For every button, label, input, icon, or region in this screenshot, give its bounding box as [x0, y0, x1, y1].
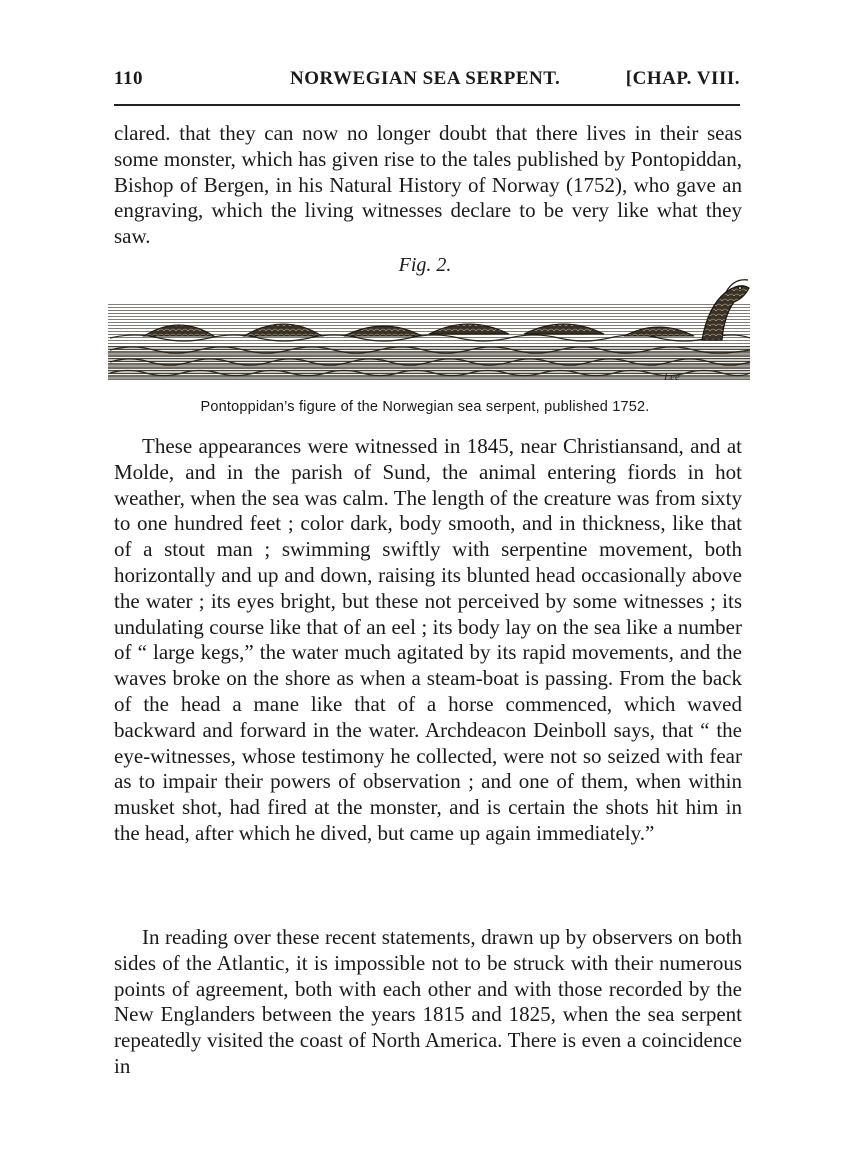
page-number: 110 [114, 68, 143, 89]
paragraph: In reading over these recent statements, drawn up by observers on both sides of the Atlantic, it is impossible not to be struck with their numerous points of agreement, both with each other and with those recorded by the New Englanders between the years 1815 and 1825, when the sea serpent repeatedly visited the coast of North America. There is even a coincidence in [114, 925, 742, 1078]
engraver-mark: Lee [664, 371, 680, 383]
chapter-label: [CHAP. VIII. [625, 68, 740, 89]
header-rule [114, 104, 740, 106]
figure-label: Fig. 2. [398, 254, 452, 276]
paragraph-continued: clared. that they can now no longer doubt that there lives in their seas some monster, which has given rise to the tales published by Pontopiddan, Bishop of Bergen, in his Natural History of Norway (1752), who gave an engraving, which the living witnesses declare to be very like what they saw. [114, 121, 742, 249]
running-title: NORWEGIAN SEA SERPENT. [290, 68, 561, 89]
sea-serpent-engraving [104, 276, 754, 388]
figure-caption: Pontoppidan’s figure of the Norwegian sea serpent, published 1752. [200, 399, 650, 415]
running-head [114, 68, 740, 94]
paragraph: These appearances were witnessed in 1845, near Christiansand, and at Molde, and in the parish of Sund, the animal entering fiords in hot weather, when the sea was calm. The length of the creature was from sixty to one hundred feet ; color dark, body smooth, and in thickness, like that of a stout man ; swimming swiftly with serpentine movement, both horizontally and up and down, raising its blunted head occasionally above the water ; its eyes bright, but these not perceived by some witnesses ; its undulating course like that of an eel ; its body lay on the sea like a number of “ large kegs,” the water much agitated by its rapid movements, and the waves broke on the shore as when a steam-boat is passing. From the back of the head a mane like that of a horse commenced, which waved backward and forward in the water. Archdeacon Deinboll says, that “ the eye-witnesses, whose testimony he collected, were not so seized with fear as to impair their powers of observation ; and one of them, when within musket shot, had fired at the monster, and is certain the shots hit him in the head, after which he dived, but came up again immediately.” [114, 434, 742, 845]
